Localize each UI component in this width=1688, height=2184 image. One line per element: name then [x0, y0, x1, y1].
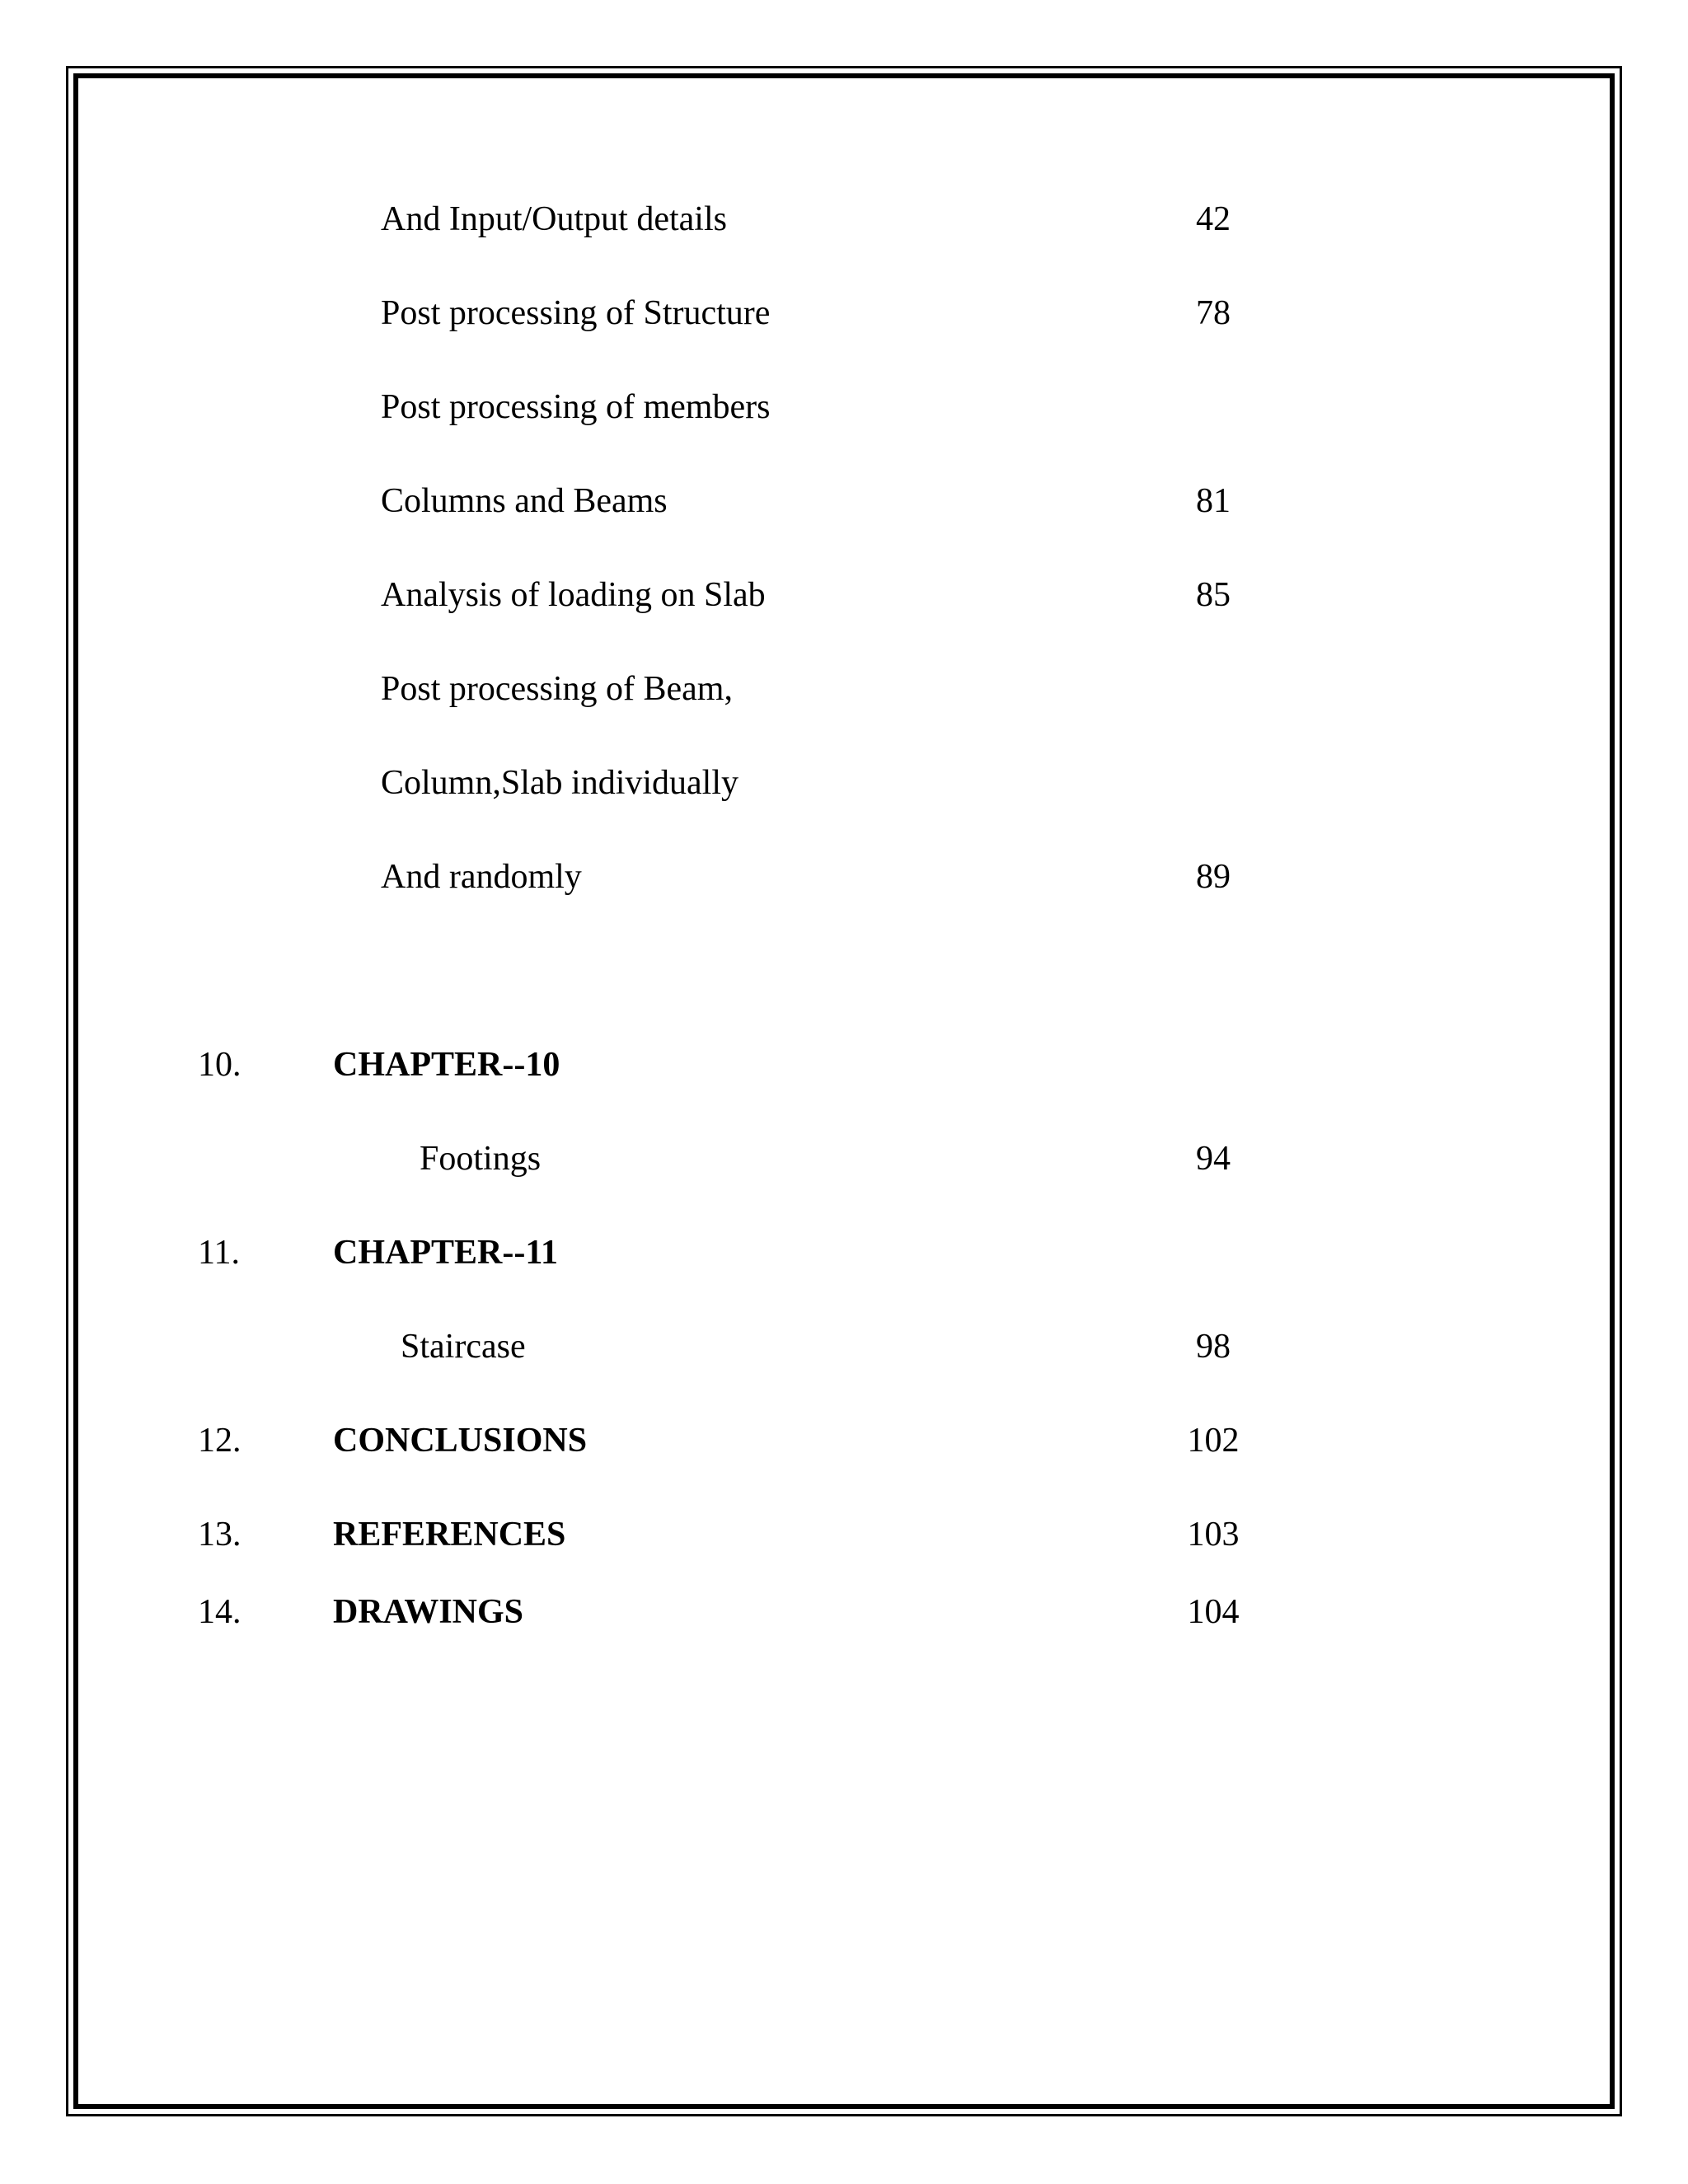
toc-entry-label: DRAWINGS: [333, 1593, 524, 1631]
toc-entry-page: 104: [1187, 1593, 1240, 1631]
toc-entry-conclusions: [0, 1416, 1688, 1465]
toc-entry-staircase: [0, 1322, 1688, 1371]
toc-entry-number: 10.: [198, 1046, 241, 1084]
toc-entry-chapter-11: [0, 1228, 1688, 1277]
toc-entry-label: CHAPTER--10: [333, 1046, 560, 1084]
toc-entry-page: 78: [1196, 294, 1231, 332]
page-border-inner: [73, 73, 1615, 2109]
toc-entry-label: Post processing of Beam,: [381, 670, 733, 708]
toc-entry-label: Analysis of loading on Slab: [381, 576, 766, 614]
toc-entry-post-processing-beam: [0, 664, 1688, 714]
toc-entry-page: 102: [1187, 1422, 1240, 1460]
toc-entry-label: Staircase: [401, 1328, 526, 1366]
toc-entry-number: 14.: [198, 1593, 241, 1631]
toc-entry-number: 13.: [198, 1516, 241, 1554]
toc-entry-references: [0, 1510, 1688, 1559]
toc-entry-post-processing-members: [0, 382, 1688, 432]
toc-entry-analysis-slab: [0, 570, 1688, 620]
toc-entry-label: CHAPTER--11: [333, 1234, 558, 1272]
toc-entry-page: 89: [1196, 858, 1231, 896]
toc-entry-page: 85: [1196, 576, 1231, 614]
toc-entry-page: 98: [1196, 1328, 1231, 1366]
toc-entry-post-processing-structure: [0, 288, 1688, 338]
toc-entry-label: Post processing of members: [381, 388, 771, 426]
toc-entry-drawings: [0, 1587, 1688, 1637]
toc-entry-page: 94: [1196, 1140, 1231, 1178]
toc-entry-page: 81: [1196, 482, 1231, 520]
toc-entry-label: CONCLUSIONS: [333, 1422, 588, 1460]
toc-entry-footings: [0, 1134, 1688, 1183]
toc-entry-label: Footings: [420, 1140, 542, 1178]
toc-entry-column-slab-individually: [0, 758, 1688, 808]
toc-entry-input-output: [0, 194, 1688, 244]
toc-entry-chapter-10: [0, 1040, 1688, 1090]
toc-entry-label: Columns and Beams: [381, 482, 668, 520]
toc-entry-page: 42: [1196, 200, 1231, 238]
toc-entry-label: Column,Slab individually: [381, 764, 739, 802]
toc-entry-label: Post processing of Structure: [381, 294, 771, 332]
toc-entry-label: And Input/Output details: [381, 200, 727, 238]
toc-entry-randomly: [0, 852, 1688, 902]
toc-entry-page: 103: [1187, 1516, 1240, 1554]
toc-entry-label: REFERENCES: [333, 1516, 566, 1554]
toc-entry-number: 12.: [198, 1422, 241, 1460]
toc-entry-label: And randomly: [381, 858, 582, 896]
toc-entry-number: 11.: [198, 1234, 240, 1272]
toc-entry-columns-beams: [0, 476, 1688, 526]
